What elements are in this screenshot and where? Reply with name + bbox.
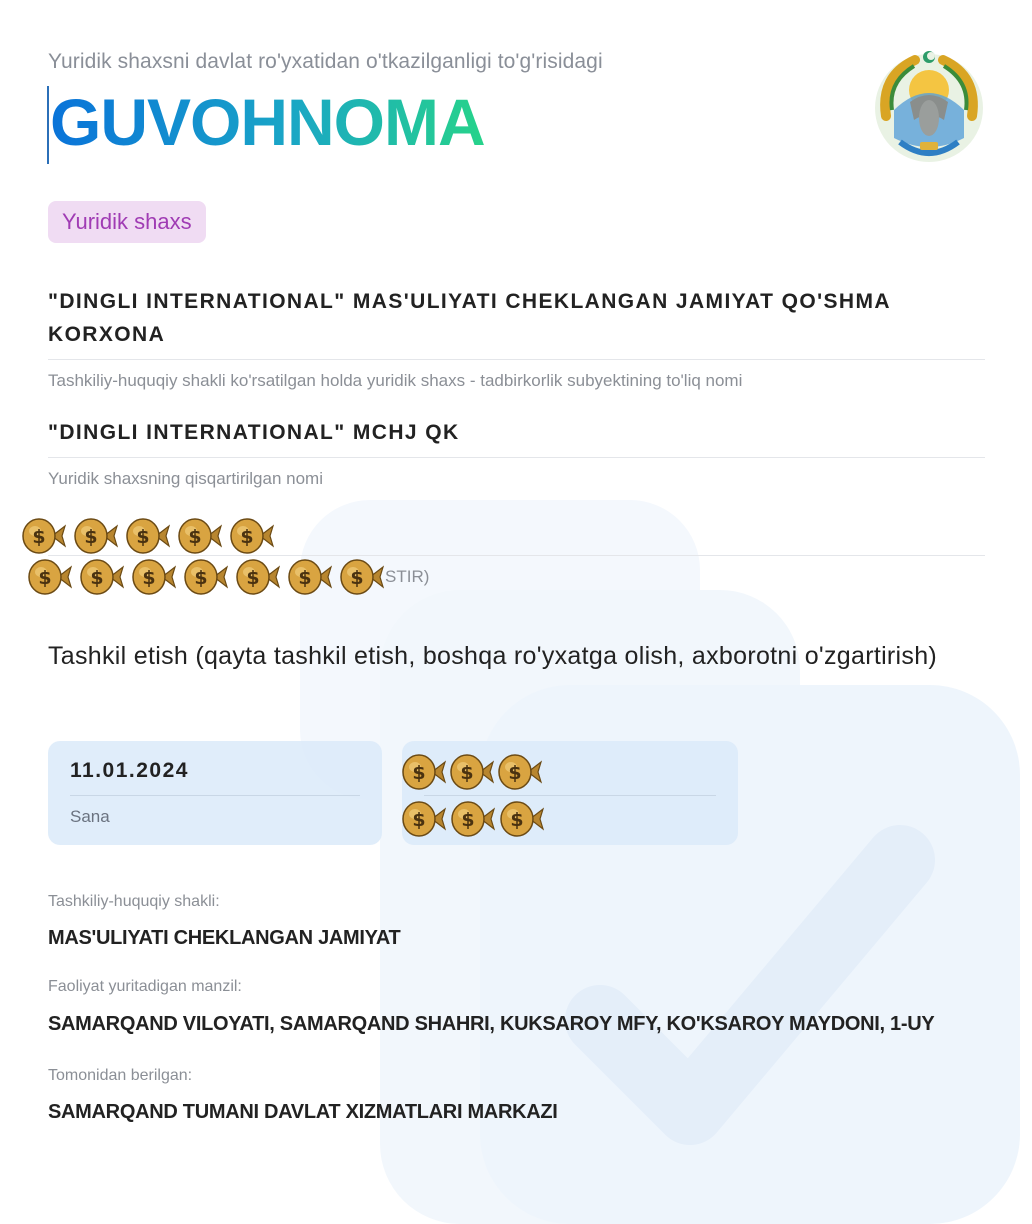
money-bag-icon — [340, 558, 384, 596]
money-bag-icon — [450, 753, 494, 791]
money-bag-icon — [126, 517, 170, 555]
divider — [48, 359, 985, 360]
money-bag-icon — [402, 753, 446, 791]
document-supertitle: Yuridik shaxsni davlat ro'yxatidan o'tkazilganligi to'g'risidagi — [48, 50, 603, 73]
money-bag-icon — [178, 517, 222, 555]
entity-type-badge: Yuridik shaxs — [48, 201, 206, 243]
document-title: GUVOHNOMA — [50, 85, 485, 159]
money-bag-icon — [288, 558, 332, 596]
divider — [424, 795, 716, 796]
date-label: Sana — [70, 807, 110, 826]
number-redaction — [402, 753, 542, 791]
short-name-label: Yuridik shaxsning qisqartirilgan nomi — [48, 469, 323, 488]
divider — [70, 795, 360, 796]
stir-label-redaction — [28, 558, 384, 596]
number-label-redaction — [402, 800, 544, 838]
stir-redaction — [22, 517, 274, 555]
divider — [48, 457, 985, 458]
legal-form-label: Tashkiliy-huquqiy shakli: — [48, 893, 220, 910]
money-bag-icon — [236, 558, 280, 596]
issuer-value: SAMARQAND TUMANI DAVLAT XIZMATLARI MARKAZI — [48, 1101, 558, 1123]
money-bag-icon — [28, 558, 72, 596]
state-emblem-icon — [870, 46, 988, 164]
stir-label-suffix: STIR) — [385, 567, 430, 586]
text-cursor — [47, 86, 49, 164]
short-name-value: "DINGLI INTERNATIONAL" MCHJ QK — [48, 421, 460, 444]
full-name-label: Tashkiliy-huquqiy shakli ko'rsatilgan holda yuridik shaxs - tadbirkorlik subyektining to'liq nomi — [48, 371, 743, 390]
money-bag-icon — [74, 517, 118, 555]
money-bag-icon — [402, 800, 446, 838]
legal-form-value: MAS'ULIYATI CHEKLANGAN JAMIYAT — [48, 927, 401, 949]
money-bag-icon — [132, 558, 176, 596]
money-bag-icon — [451, 800, 495, 838]
money-bag-icon — [184, 558, 228, 596]
money-bag-icon — [498, 753, 542, 791]
divider — [48, 555, 985, 556]
address-value: SAMARQAND VILOYATI, SAMARQAND SHAHRI, KUKSAROY MFY, KO'KSAROY MAYDONI, 1-UY — [48, 1013, 935, 1035]
money-bag-icon — [500, 800, 544, 838]
full-name-value: "DINGLI INTERNATIONAL" MAS'ULIYATI CHEKLANGAN JAMIYAT QO'SHMA KORXONA — [48, 290, 891, 346]
date-value: 11.01.2024 — [70, 759, 189, 782]
section-heading: Tashkil etish (qayta tashkil etish, boshqa ro'yxatga olish, axborotni o'zgartirish) — [48, 642, 938, 670]
money-bag-icon — [80, 558, 124, 596]
money-bag-icon — [22, 517, 66, 555]
date-card — [48, 741, 382, 845]
issuer-label: Tomonidan berilgan: — [48, 1067, 193, 1084]
money-bag-icon — [230, 517, 274, 555]
address-label: Faoliyat yuritadigan manzil: — [48, 978, 242, 995]
